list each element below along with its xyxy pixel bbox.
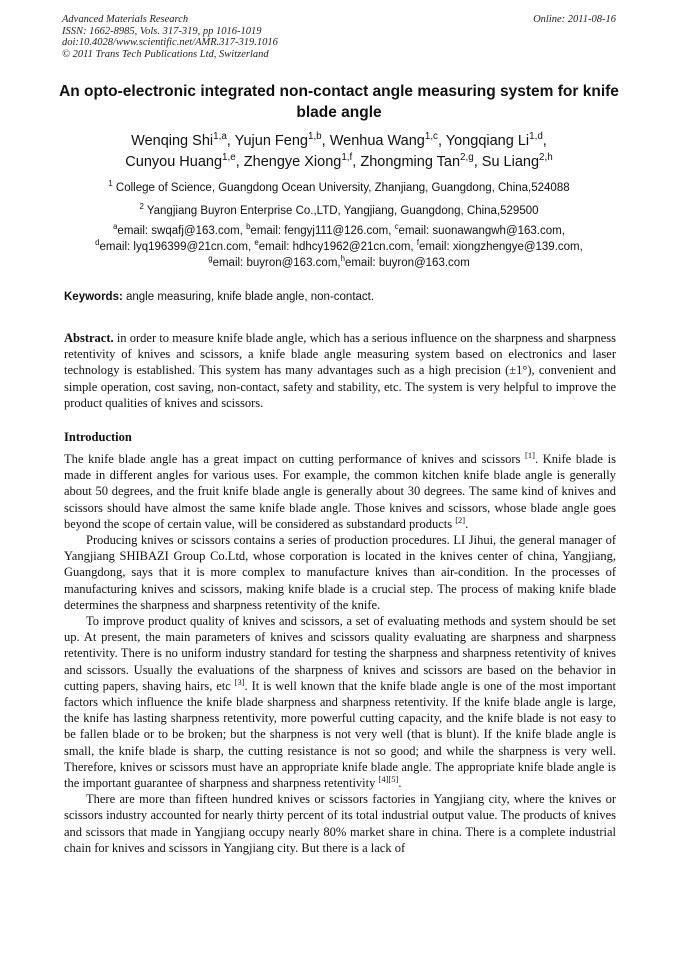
email: $^b$email: fengyj111@126.com,	[246, 222, 395, 237]
author: Wenqing Shi$^{1,a}$,	[131, 131, 235, 149]
email: $^c$email: suonawangwh@163.com,	[394, 222, 565, 237]
citation: [1]	[525, 449, 535, 460]
author: Su Liang$^{2,h}$	[481, 152, 553, 170]
author: Yongqiang Li$^{1,d}$,	[445, 131, 547, 149]
author-list	[40, 131, 638, 173]
author: Zhengye Xiong$^{1,f}$,	[243, 152, 361, 170]
introduction-body	[64, 451, 616, 856]
online-date: Online: 2011-08-16	[533, 14, 616, 25]
paper-title: An opto-electronic integrated non-contact angle measuring system for knife blade angle	[59, 83, 619, 121]
paragraph: The knife blade angle has a great impact on cutting performance of knives and scissors [1]. Knife blade is made in different angles for various uses. For example, the common kitchen knife blade angle is generally about 50 degrees, and the fruit knife blade angle is generally about 30 degrees. The same kind of knives and scissors should have almost the same knife blade angle. Those knives and scissors, whose blade angle goes beyond the scope of certain value, will be considered as substandard products [2].	[64, 449, 616, 531]
author: Cunyou Huang$^{1,e}$,	[125, 152, 244, 170]
author: Zhongming Tan$^{2,g}$,	[360, 152, 482, 170]
keywords-label: Keywords:	[64, 291, 123, 303]
section-heading-introduction: Introduction	[64, 430, 132, 444]
affiliation-2: $^2$ Yangjiang Buyron Enterprise Co.,LTD, Yangjiang, Guangdong, China,529500	[139, 202, 539, 217]
email: $^f$email: xiongzhengye@139.com,	[416, 238, 583, 253]
email: $^a$email: swqafj@163.com,	[113, 222, 247, 237]
abstract	[64, 330, 616, 411]
email: $^d$email: lyq196399@21cn.com,	[95, 238, 255, 253]
author: Wenhua Wang$^{1,c}$,	[329, 131, 446, 149]
citation: [2]	[455, 514, 466, 525]
author: Yujun Feng$^{1,b}$,	[234, 131, 330, 149]
email: $^e$email: hdhcy1962@21cn.com,	[254, 238, 417, 253]
journal-name: Advanced Materials Research	[62, 14, 189, 25]
paragraph: There are more than fifteen hundred knives or scissors factories in Yangjiang city, where the knives or scissors industry accounted for nearly thirty percent of its total industrial output value. The products of knives and scissors that made in Yangjiang occupy nearly 80% market share in china. There is a complete industrial chain for knives and scissors in Yangjiang city. But there is a lack of	[64, 792, 616, 855]
citation: [4][5]	[378, 773, 399, 784]
abstract-label: Abstract.	[64, 331, 114, 345]
keywords	[64, 290, 616, 305]
journal-header	[62, 14, 616, 60]
doi-line: doi:10.4028/www.scientific.net/AMR.317-319.1016	[62, 37, 278, 48]
abstract-text: in order to measure knife blade angle, which has a serious influence on the sharpness and sharpness retentivity of knives and scissors, a knife blade angle measuring system based on electronics and laser technology is established. This system has many advantages such as a high precision (±1°), convenient and simple operation, cost saving, non-contact, safety and stability, etc. The system is very helpful to improve the product qualities of knives and scissors.	[64, 331, 616, 410]
email: $^h$email: buyron@163.com	[340, 254, 470, 269]
issn-line: ISSN: 1662-8985, Vols. 317-319, pp 1016-1019	[62, 25, 262, 37]
keywords-text: angle measuring, knife blade angle, non-contact.	[122, 291, 375, 303]
email-list	[40, 223, 638, 271]
paragraph: Producing knives or scissors contains a series of production procedures. LI Jihui, the general manager of Yangjiang SHIBAZI Group Co.Ltd, whose corporation is located in the knives center of china, Yangjiang, Guangdong, says that it is more complex to manufacture knives than air-condition. In the processes of manufacturing knives and scissors, making knife blade is a crucial step. The process of making knife blade determines the sharpness and sharpness retentivity of the knife.	[64, 533, 616, 612]
email: $^g$email: buyron@163.com,	[208, 254, 341, 269]
affiliation-1: $^1$ College of Science, Guangdong Ocean University, Zhanjiang, Guangdong, China,524088	[108, 179, 570, 194]
copyright-line: © 2011 Trans Tech Publications Ltd, Switzerland	[62, 48, 269, 60]
citation: [3]	[234, 676, 245, 687]
paragraph: To improve product quality of knives and scissors, a set of evaluating methods and system should be set up. At present, the main parameters of knives and scissors quality evaluating are sharpness and sharpness retentivity. There is no uniform industry standard for testing the sharpness and sharpness retentivity of knives and scissors. Usually the evaluations of the sharpness of knives and scissors are based on the behavior in cutting papers, shaving hairs, etc [3]. It is well known that the knife blade angle is one of the most important factors which influence the knife blade sharpness and sharpness retentivity. If the knife blade angle is large, the knife has lasting sharpness retentivity, more powerful cutting capacity, and the knife blade is not easy to be fallen blade or to be broken; but the sharpness is not very well (that is blunt). If the knife blade angle is small, the knife blade is sharp, the cutting resistance is not so good; and while the sharpness is very well. Therefore, knives or scissors must have an appropriate knife blade angle. The appropriate knife blade angle is the important guarantee of sharpness and sharpness retentivity [4][5].	[64, 614, 617, 791]
